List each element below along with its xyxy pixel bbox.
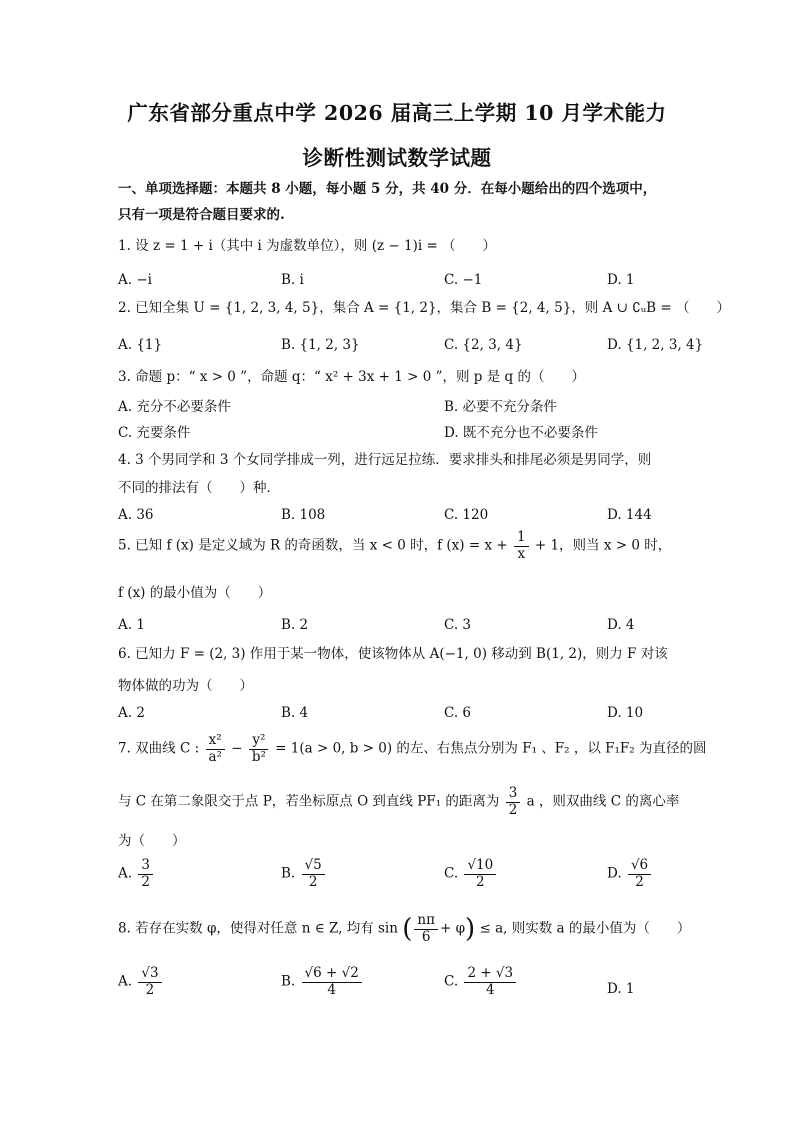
q8-option-a-fraction <box>138 966 161 998</box>
q4-option-a: A. 36 <box>118 507 154 523</box>
q5-option-c: C. 3 <box>444 617 472 633</box>
question-7-line2 <box>118 786 679 818</box>
q7-option-c-numerator: √10 <box>464 858 496 875</box>
q8-option-b-fraction <box>302 966 362 998</box>
q7-option-a-label: A. <box>118 865 133 882</box>
q7-option-b-fraction <box>302 858 325 890</box>
q8-option-d: D. 1 <box>607 981 635 997</box>
q7-option-a <box>118 858 155 890</box>
q5-fraction-numerator: 1 <box>514 530 529 547</box>
q8-option-c-denominator: 4 <box>485 981 495 998</box>
q8-option-b <box>281 966 364 998</box>
question-6-line1: 6. 已知力 F = (2, 3) 作用于某一物体，使该物体从 A(−1, 0) 移动到 B(1, 2)，则力 F 对该 <box>118 646 668 662</box>
q7-option-a-numerator: 3 <box>138 858 153 875</box>
q3-option-d: D. 既不充分也不必要条件 <box>444 425 598 441</box>
q6-option-d: D. 10 <box>607 705 644 721</box>
q3-option-c: C. 充要条件 <box>118 425 191 441</box>
q5-stem-post: + 1，则当 x > 0 时， <box>534 537 672 554</box>
q8-argument-fraction <box>414 913 438 945</box>
question-8-stem <box>118 913 690 945</box>
q7-line2-pre: 与 C 在第二象限交于点 P，若坐标原点 O 到直线 PF₁ 的距离为 <box>118 793 500 810</box>
q7-option-b-numerator: √5 <box>302 858 325 875</box>
q8-argument-phi: + φ <box>439 920 466 937</box>
q7-option-a-denominator: 2 <box>141 873 150 890</box>
q8-option-c-label: C. <box>444 973 459 990</box>
q5-option-b: B. 2 <box>281 617 309 633</box>
q7-line2-post: a ，则双曲线 C 的离心率 <box>526 793 680 810</box>
q2-option-c: C. {2, 3, 4} <box>444 337 523 353</box>
question-7-line3: 为（ ） <box>118 833 186 849</box>
q3-option-a: A. 充分不必要条件 <box>118 399 231 415</box>
q7-minus: − <box>231 740 243 757</box>
q7-option-c-fraction <box>464 858 496 890</box>
q5-fraction-denominator: x <box>517 545 526 562</box>
q1-option-c: C. −1 <box>444 272 483 288</box>
q7-option-d-fraction <box>628 858 651 890</box>
exam-title-line1: 广东省部分重点中学 2026 届高三上学期 10 月学术能力 <box>127 101 667 125</box>
q8-argument-denominator: 6 <box>421 928 431 945</box>
q2-option-a: A. {1} <box>118 337 163 353</box>
q7-option-c-label: C. <box>444 865 459 882</box>
q6-option-a: A. 2 <box>118 705 145 721</box>
q1-option-d: D. 1 <box>607 272 635 288</box>
q8-option-a <box>118 966 164 998</box>
q7-stem-pre: 7. 双曲线 C : <box>118 740 200 757</box>
q5-fraction <box>514 530 529 562</box>
q5-option-d: D. 4 <box>607 617 635 633</box>
q7-option-d-denominator: 2 <box>635 873 644 890</box>
q6-option-c: C. 6 <box>444 705 472 721</box>
q7-line2-fraction-denominator: 2 <box>508 801 518 818</box>
q8-option-b-label: B. <box>281 973 296 990</box>
question-5-line2: f (x) 的最小值为（ ） <box>118 585 272 601</box>
q4-option-d: D. 144 <box>607 507 652 523</box>
q8-option-a-numerator: √3 <box>138 966 161 983</box>
q6-option-b: B. 4 <box>281 705 309 721</box>
q8-right-paren: ) <box>465 914 476 945</box>
q4-option-c: C. 120 <box>444 507 489 523</box>
q7-fraction-y-denominator: b² <box>251 748 266 765</box>
q8-stem-post: ≤ a, 则实数 a 的最小值为（ ） <box>479 920 691 937</box>
q7-fraction-x-denominator: a² <box>208 748 222 765</box>
q7-option-b <box>281 858 327 890</box>
exam-title-line2: 诊断性测试数学试题 <box>302 146 492 170</box>
q8-option-a-denominator: 2 <box>145 981 155 998</box>
question-4-line1: 4. 3 个男同学和 3 个女同学排成一列，进行远足拉练．要求排头和排尾必须是男同学，则 <box>118 452 652 468</box>
section-instructions-line2: 只有一项是符合题目要求的. <box>118 207 285 223</box>
question-5-line1 <box>118 530 671 562</box>
q8-argument-numerator: nπ <box>414 913 438 930</box>
q7-fraction-x-numerator: x² <box>206 733 225 750</box>
question-6-line2: 物体做的功为（ ） <box>118 678 253 694</box>
q8-option-a-label: A. <box>118 973 133 990</box>
q1-option-b: B. i <box>281 272 304 288</box>
question-2-stem: 2. 已知全集 U = {1, 2, 3, 4, 5}，集合 A = {1, 2}，集合 B = {2, 4, 5}，则 A ∪ ∁ᵤB = （ ） <box>118 300 731 316</box>
q8-option-c <box>444 966 518 998</box>
q8-option-b-denominator: 4 <box>327 981 336 998</box>
q2-option-d: D. {1, 2, 3, 4} <box>607 337 704 353</box>
q4-option-b: B. 108 <box>281 507 326 523</box>
q7-option-d-numerator: √6 <box>628 858 651 875</box>
q1-option-a: A. −i <box>118 272 152 288</box>
q7-option-b-label: B. <box>281 865 296 882</box>
q5-option-a: A. 1 <box>118 617 145 633</box>
question-3-stem: 3. 命题 p：“ x > 0 ”，命题 q：“ x² + 3x + 1 > 0 ”，则 p 是 q 的（ ） <box>118 369 585 385</box>
q8-option-b-numerator: √6 + √2 <box>302 966 362 983</box>
q7-option-c <box>444 858 498 890</box>
question-4-line2: 不同的排法有（ ）种． <box>118 480 280 496</box>
q7-option-d <box>607 858 653 890</box>
q8-stem-pre: 8. 若存在实数 φ，使得对任意 n ∈ Z, 均有 sin <box>118 920 398 937</box>
q8-left-paren: ( <box>402 914 413 945</box>
q3-option-b: B. 必要不充分条件 <box>444 399 558 415</box>
question-1-stem: 1. 设 z = 1 + i（其中 i 为虚数单位），则 (z − 1)i = （ ） <box>118 238 497 254</box>
q7-line2-fraction-numerator: 3 <box>506 786 521 803</box>
q7-fraction-x <box>205 733 224 765</box>
q8-option-c-numerator: 2 + √3 <box>464 966 516 983</box>
q7-fraction-y-numerator: y² <box>249 733 268 750</box>
q8-option-c-fraction <box>464 966 516 998</box>
q7-line2-fraction <box>506 786 521 818</box>
q7-option-c-denominator: 2 <box>476 873 485 890</box>
q7-fraction-y <box>249 733 269 765</box>
section-instructions-line1: 一、单项选择题：本题共 8 小题，每小题 5 分，共 40 分．在每小题给出的四个选项中， <box>118 181 657 197</box>
q7-option-a-fraction <box>138 858 153 890</box>
q5-stem-pre: 5. 已知 f (x) 是定义域为 R 的奇函数，当 x < 0 时，f (x) = x + <box>118 537 508 554</box>
q2-option-b: B. {1, 2, 3} <box>281 337 360 353</box>
q7-option-b-denominator: 2 <box>308 873 318 890</box>
q7-stem-post: = 1(a > 0, b > 0) 的左、右焦点分别为 F₁ 、F₂ ，以 F₁F₂ 为直径的圆 <box>275 740 707 757</box>
q7-option-d-label: D. <box>607 865 622 882</box>
question-7-line1 <box>118 733 707 765</box>
